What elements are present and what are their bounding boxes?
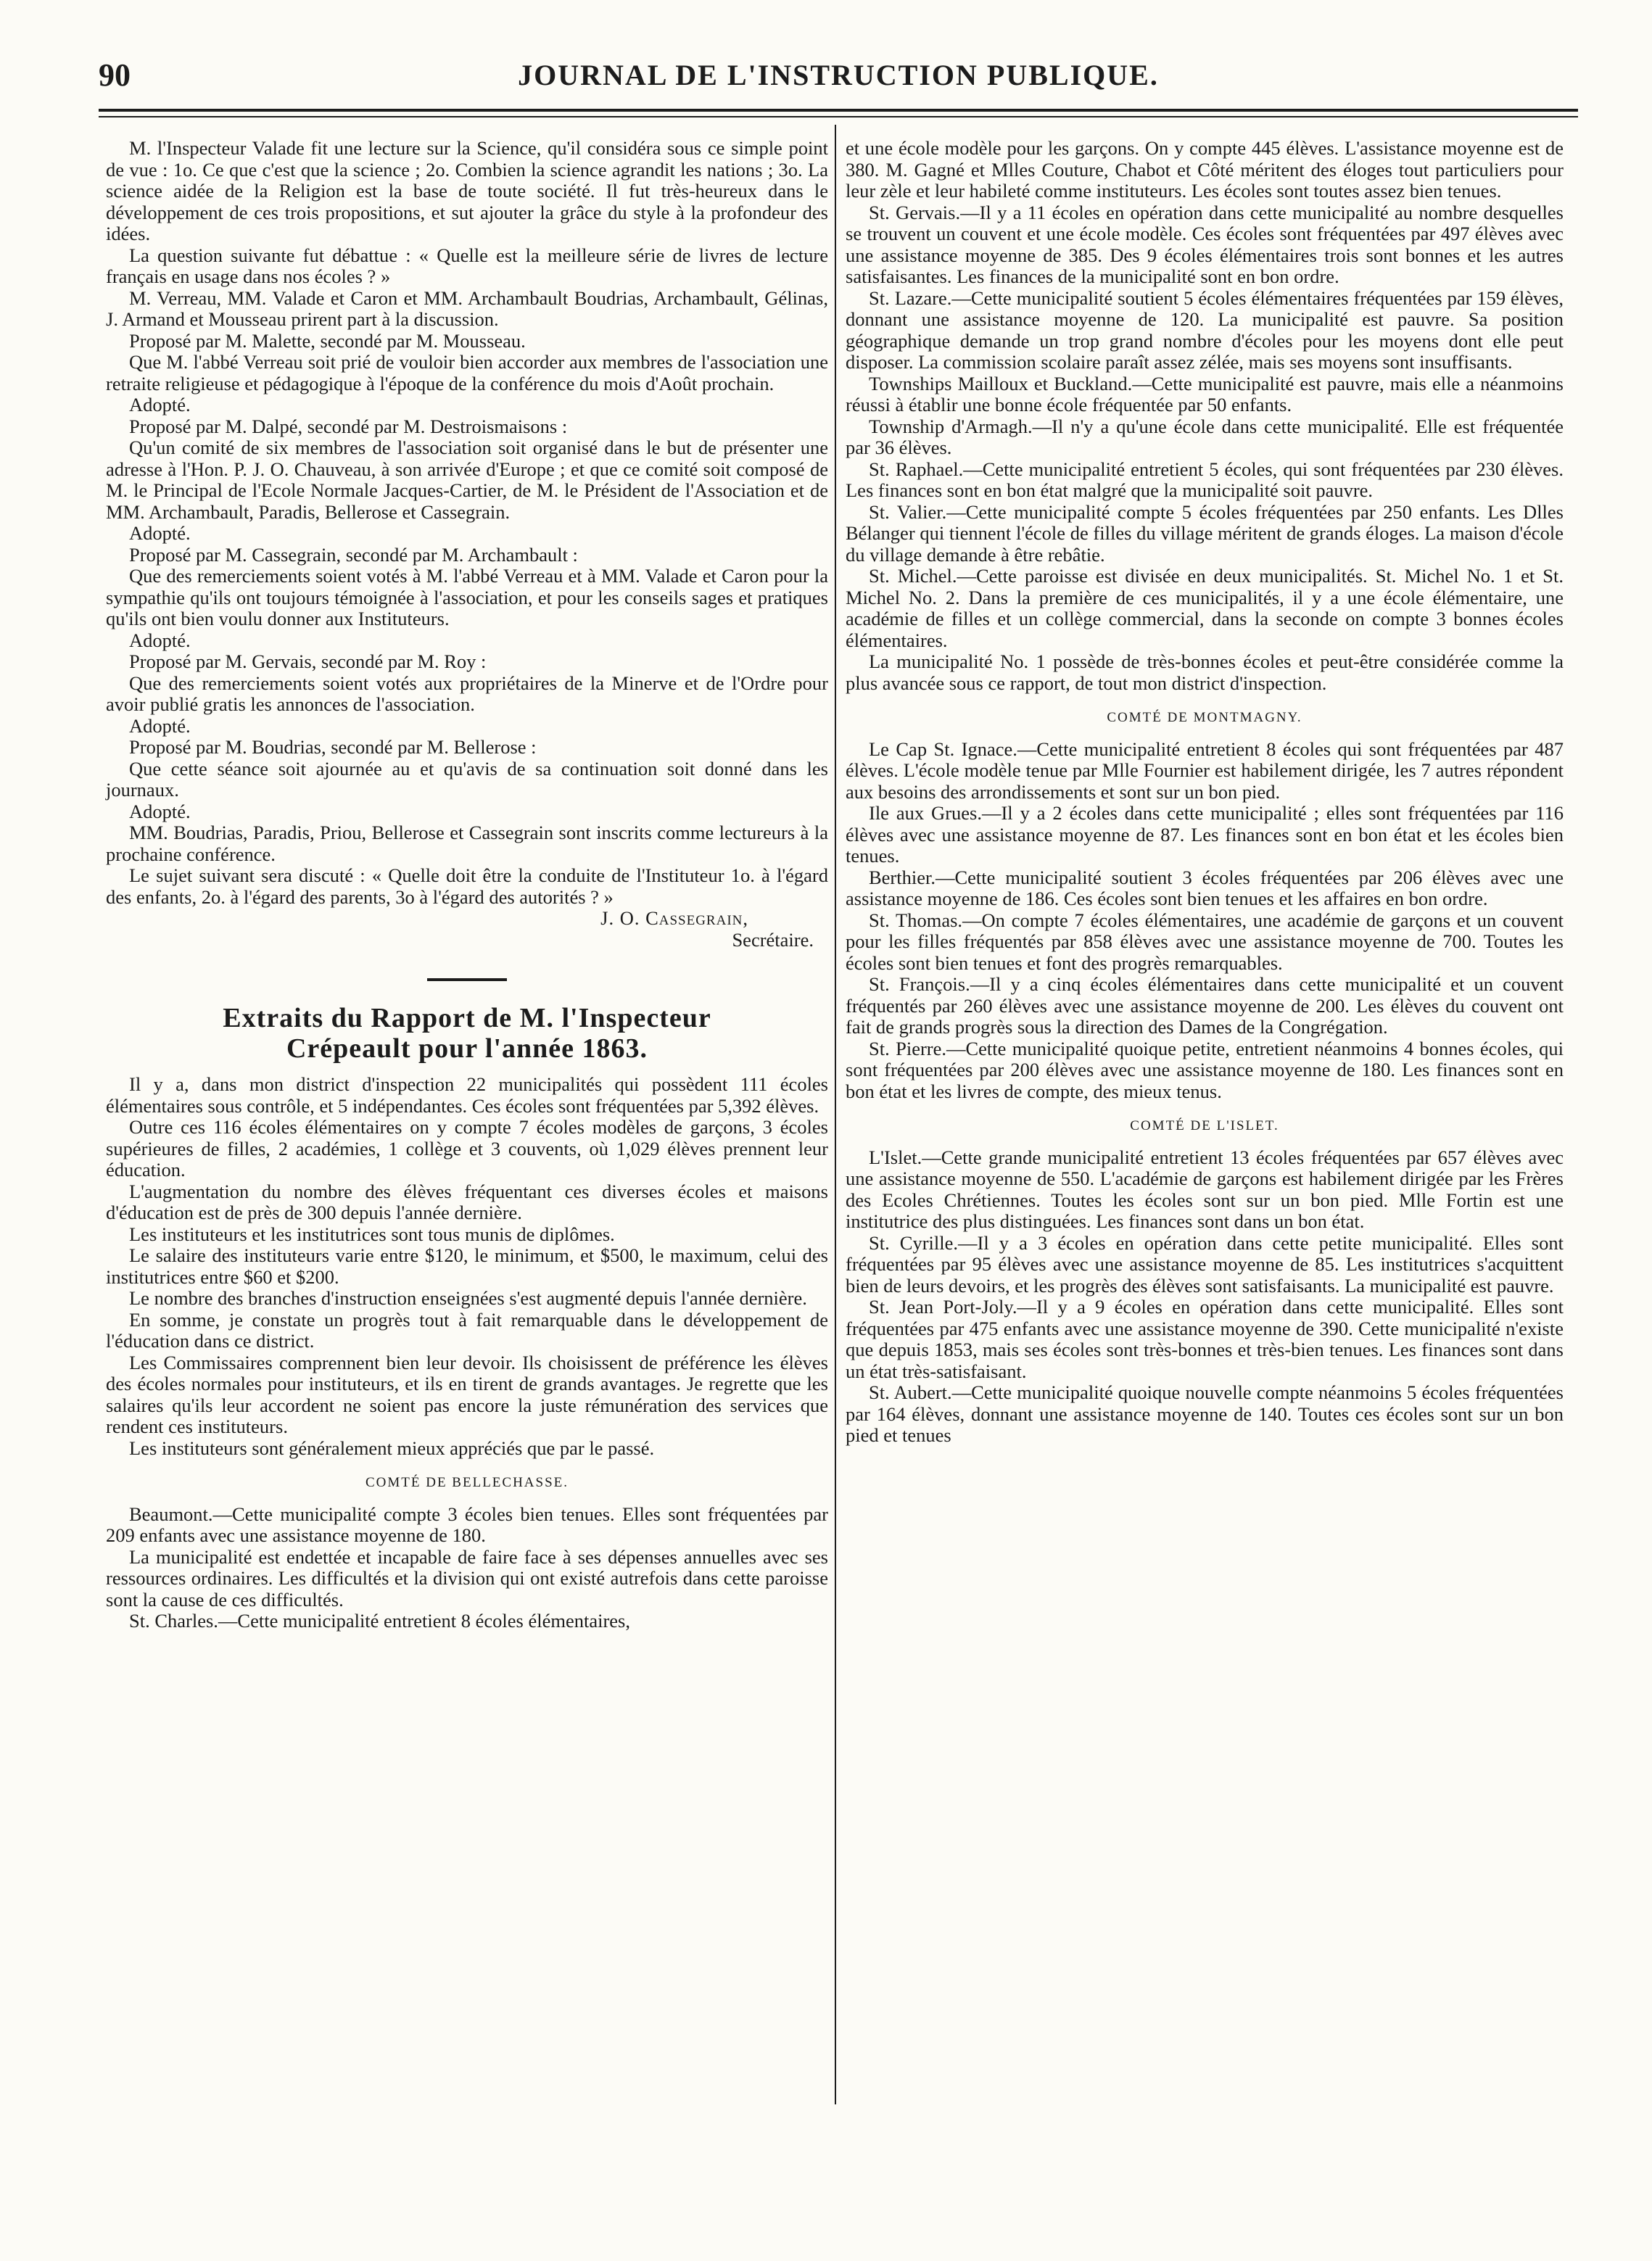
paragraph: Proposé par M. Boudrias, secondé par M. Bellerose : bbox=[129, 736, 537, 758]
header-rule-thick bbox=[99, 109, 1578, 112]
paragraph: et une école modèle pour les garçons. On y compte 445 élèves. L'assistance moyenne est de 380. M. Gagné et Mlles Couture, Chabot et Côté méritent des éloges tout particuliers pour leur zèle et leur habileté comme instituteurs. Les écoles sont toutes assez bien tenues. bbox=[846, 137, 1564, 202]
paragraph: Proposé par M. Dalpé, secondé par M. Destroismaisons : bbox=[129, 415, 568, 437]
paragraph: Les instituteurs sont généralement mieux appréciés que par le passé. bbox=[129, 1437, 655, 1459]
paragraph: L'augmentation du nombre des élèves fréquentant ces diverses écoles et maisons d'éducation est de près de 300 depuis l'année dernière. bbox=[106, 1180, 828, 1223]
page-header bbox=[99, 57, 1578, 100]
paragraph: St. Jean Port-Joly.—Il y a 9 écoles en opération dans cette municipalité. Elles sont fréquentées par 475 enfants avec une assistance moyenne de 390. Cette municipalité n'existe que depuis 1853, mais ses écoles sont très-bonnes et très-bien tenues. Les finances sont dans un état très-satisfaisant. bbox=[846, 1296, 1564, 1382]
section-heading-islet: COMTÉ DE L'ISLET. bbox=[1130, 1118, 1279, 1133]
right-column bbox=[846, 138, 1564, 1447]
signature-name: J. O. Cassegrain, bbox=[600, 907, 748, 929]
header-rule-thin bbox=[99, 116, 1578, 117]
paragraph: St. Cyrille.—Il y a 3 écoles en opération dans cette petite municipalité. Elles sont fréquentées par 95 élèves avec une assistance moyenne de 85. Les institutrices s'acquittent bien de leurs devoirs, et les progrès des élèves sont satisfaisants. La municipalité est pauvre. bbox=[846, 1231, 1564, 1297]
column-divider bbox=[835, 125, 836, 2104]
paragraph: Il y a, dans mon district d'inspection 22 municipalités qui possèdent 111 écoles élémentaires sous contrôle, et 5 indépendantes. Ces écoles sont fréquentées par 5,392 élèves. bbox=[106, 1073, 828, 1117]
paragraph: St. Charles.—Cette municipalité entretient 8 écoles élémentaires, bbox=[129, 1610, 630, 1632]
paragraph: Beaumont.—Cette municipalité compte 3 écoles bien tenues. Elles sont fréquentées par 209 enfants avec une assistance moyenne de 180. bbox=[106, 1502, 828, 1546]
paragraph: Township d'Armagh.—Il n'y a qu'une école dans cette municipalité. Elle est fréquentée par 36 élèves. bbox=[846, 415, 1564, 458]
paragraph: St. Michel.—Cette paroisse est divisée en deux municipalités. St. Michel No. 1 et St. Michel No. 2. Dans la première de ces municipalités, il y a une école élémentaire, une académie de filles et un collège commercial, dans la seconde on compte 3 bonnes écoles élémentaires. bbox=[846, 565, 1564, 651]
section-rule bbox=[427, 978, 507, 981]
paragraph: Berthier.—Cette municipalité soutient 3 écoles fréquentées par 206 élèves avec une assistance moyenne de 186. Ces écoles sont bien tenues et les affaires en bon ordre. bbox=[846, 866, 1564, 909]
signature-role: Secrétaire. bbox=[732, 928, 814, 951]
left-column bbox=[106, 138, 828, 1632]
page-number: 90 bbox=[99, 57, 131, 93]
paragraph: Les Commissaires comprennent bien leur devoir. Ils choisissent de préférence les élèves des écoles normales pour instituteurs, et ils en tirent de grands avantages. Je regrette que les salaires qu'ils leur accordent ne soient pas encore la juste rémunération des services que rendent ces instituteurs. bbox=[106, 1351, 828, 1437]
paragraph: St. Lazare.—Cette municipalité soutient 5 écoles élémentaires fréquentées par 159 élèves, donnant une assistance moyenne de 120. La municipalité est pauvre. Sa position géographique demande un trop grand nombre d'écoles pour les moyens dont elle peut disposer. La commission scolaire paraît assez zélée, mais ses moyens sont insuffisants. bbox=[846, 286, 1564, 373]
paragraph: La municipalité est endettée et incapable de faire face à ses dépenses annuelles avec ses ressources ordinaires. Les difficultés et la division qui ont existé autrefois dans cette paroisse sont la cause de ces difficultés. bbox=[106, 1545, 828, 1611]
paragraph: La municipalité No. 1 possède de très-bonnes écoles et peut-être considérée comme la plus avancée sous ce rapport, de tout mon district d'inspection. bbox=[846, 650, 1564, 694]
paragraph: St. Pierre.—Cette municipalité quoique petite, entretient néanmoins 4 bonnes écoles, qui sont fréquentées par 200 élèves avec une assistance moyenne de 180. Les finances sont en bon état et les livres de compte, des mieux tenus. bbox=[846, 1037, 1564, 1102]
paragraph: St. François.—Il y a cinq écoles élémentaires dans cette municipalité et un couvent fréquentés par 260 élèves avec une assistance moyenne de 200. Les élèves du couvent ont fait de grands progrès sous la direction des Dames de la Congrégation. bbox=[846, 973, 1564, 1038]
paragraph: En somme, je constate un progrès tout à fait remarquable dans le développement de l'éducation dans ce district. bbox=[106, 1308, 828, 1352]
paragraph: MM. Boudrias, Paradis, Priou, Bellerose et Cassegrain sont inscrits comme lectureurs à la prochaine conférence. bbox=[106, 822, 828, 865]
paragraph: Que des remerciements soient votés à M. l'abbé Verreau et à MM. Valade et Caron pour la sympathie qu'ils ont toujours témoignée à l'association, et pour les conseils sages et pratiques qu'ils ont bien voulu donner aux Instituteurs. bbox=[106, 565, 828, 629]
paragraph: Townships Mailloux et Buckland.—Cette municipalité est pauvre, mais elle a néanmoins réussi à établir une bonne école fréquentée par 50 enfants. bbox=[846, 372, 1564, 416]
paragraph: M. Verreau, MM. Valade et Caron et MM. Archambault Boudrias, Archambault, Gélinas, J. Armand et Mousseau prirent part à la discussion. bbox=[106, 286, 828, 330]
journal-title: JOURNAL DE L'INSTRUCTION PUBLIQUE. bbox=[518, 59, 1159, 91]
paragraph: St. Valier.—Cette municipalité compte 5 écoles fréquentées par 250 enfants. Les Dlles Bélanger qui tiennent l'école de filles du village méritent de grands éloges. La maison d'école du village demande à être rebâtie. bbox=[846, 500, 1564, 566]
paragraph: Qu'un comité de six membres de l'association soit organisé dans le but de présenter une adresse à l'Hon. P. J. O. Chauveau, à son arrivée d'Europe ; et que ce comité soit composé de M. le Principal de l'Ecole Normale Jacques-Cartier, de M. le Président de l'Association et de MM. Archambault, Paradis, Bellerose et Cassegrain. bbox=[106, 437, 828, 523]
section-heading-bellechasse: COMTÉ DE BELLECHASSE. bbox=[365, 1475, 569, 1490]
paragraph: Ile aux Grues.—Il y a 2 écoles dans cette municipalité ; elles sont fréquentées par 116 élèves avec une assistance moyenne de 87. Les finances sont en bon état et les écoles bien tenues. bbox=[846, 802, 1564, 867]
section-heading-montmagny: COMTÉ DE MONTMAGNY. bbox=[1107, 710, 1302, 725]
paragraph: Que cette séance soit ajournée au et qu'avis de sa continuation soit donné dans les journaux. bbox=[106, 757, 828, 801]
paragraph: Proposé par M. Malette, secondé par M. Mousseau. bbox=[129, 329, 526, 352]
paragraph: L'Islet.—Cette grande municipalité entretient 13 écoles fréquentées par 657 élèves avec une assistance moyenne de 550. L'académie de garçons est habilement dirigée par les Frères des Ecoles Chrétiennes. Toutes les écoles sont sur un bon pied. Mlle Fortin est une institutrice des plus distinguées. Les finances sont dans un bon état. bbox=[846, 1146, 1564, 1232]
paragraph: Les instituteurs et les institutrices sont tous munis de diplômes. bbox=[129, 1223, 615, 1245]
paragraph: Outre ces 116 écoles élémentaires on y compte 7 écoles modèles de garçons, 3 écoles supérieures de filles, 2 académies, 1 collège et 3 couvents, où 1,029 élèves prennent leur éducation. bbox=[106, 1116, 828, 1181]
paragraph: St. Aubert.—Cette municipalité quoique nouvelle compte néanmoins 5 écoles fréquentées par 164 élèves, donnant une assistance moyenne de 140. Toutes ces écoles sont sur un bon pied et tenues bbox=[846, 1381, 1564, 1446]
paragraph: Proposé par M. Cassegrain, secondé par M. Archambault : bbox=[129, 543, 578, 566]
paragraph: Le salaire des instituteurs varie entre $120, le minimum, et $500, le maximum, celui des institutrices entre $60 et $200. bbox=[106, 1244, 828, 1288]
paragraph: St. Raphael.—Cette municipalité entretient 5 écoles, qui sont fréquentées par 230 élèves. Les finances sont en bon état malgré que la municipalité soit pauvre. bbox=[846, 458, 1564, 501]
paragraph: Adopté. bbox=[129, 800, 191, 822]
paragraph: Adopté. bbox=[129, 714, 191, 737]
report-heading bbox=[106, 1003, 828, 1064]
paragraph: Que M. l'abbé Verreau soit prié de vouloir bien accorder aux membres de l'association une retraite religieuse et pédagogique à l'époque de la conférence du mois d'Août prochain. bbox=[106, 351, 828, 394]
paragraph: St. Gervais.—Il y a 11 écoles en opération dans cette municipalité au nombre desquelles se trouvent un couvent et une école modèle. Ces écoles sont fréquentées par 497 élèves avec une assistance moyenne de 385. Des 9 écoles élémentaires trois sont bonnes et les autres satisfaisantes. Les finances de la municipalité sont en bon ordre. bbox=[846, 201, 1564, 287]
paragraph: Le sujet suivant sera discuté : « Quelle doit être la conduite de l'Instituteur 1o. à l'égard des enfants, 2o. à l'égard des parents, 3o à l'égard des autorités ? » bbox=[106, 864, 828, 908]
paragraph: Adopté. bbox=[129, 522, 191, 544]
paragraph: M. l'Inspecteur Valade fit une lecture sur la Science, qu'il considéra sous ce simple point de vue : 1o. Ce que c'est que la science ; 2o. Combien la science agrandit les nations ; 3o. La science aidée de la Religion est la base de toute société. Il fut très-heureux dans le développement de ces trois propositions, et sut ajouter la grâce du style à la profondeur des idées. bbox=[106, 137, 828, 244]
paragraph: La question suivante fut débattue : « Quelle est la meilleure série de livres de lecture français en usage dans nos écoles ? » bbox=[106, 244, 828, 287]
report-heading-line2: Crépeault pour l'année 1863. bbox=[286, 1033, 648, 1064]
paragraph: Proposé par M. Gervais, secondé par M. Roy : bbox=[129, 650, 487, 672]
paragraph: Adopté. bbox=[129, 629, 191, 651]
paragraph: Que des remerciements soient votés aux propriétaires de la Minerve et de l'Ordre pour avoir publié gratis les annonces de l'association. bbox=[106, 671, 828, 715]
paragraph: Le nombre des branches d'instruction enseignées s'est augmenté depuis l'année dernière. bbox=[129, 1287, 807, 1309]
paragraph: Le Cap St. Ignace.—Cette municipalité entretient 8 écoles qui sont fréquentées par 487 élèves. L'école modèle tenue par Mlle Fournier est habilement dirigée, les 7 autres répondent aux besoins des arrondissements et sont sur un bon pied. bbox=[846, 737, 1564, 803]
report-heading-line1: Extraits du Rapport de M. l'Inspecteur bbox=[223, 1003, 711, 1033]
paragraph: St. Thomas.—On compte 7 écoles élémentaires, une académie de garçons et un couvent pour les filles fréquentés par 858 élèves avec une assistance moyenne de 700. Toutes les écoles sont bien tenues et font des progrès remarquables. bbox=[846, 909, 1564, 974]
paragraph: Adopté. bbox=[129, 394, 191, 416]
